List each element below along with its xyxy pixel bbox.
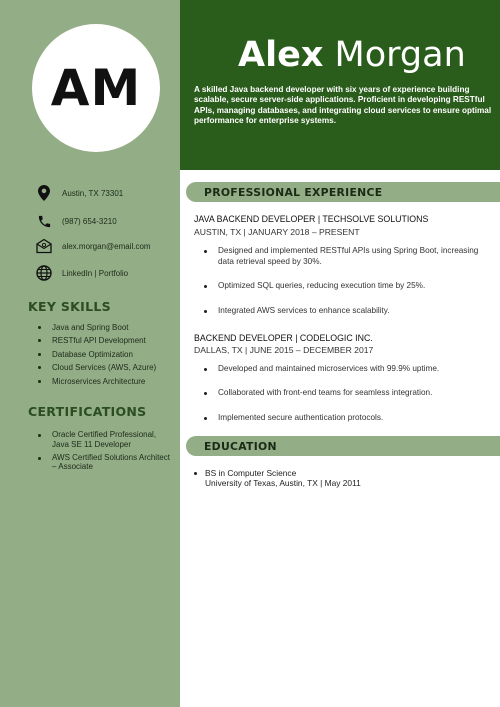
- job-title-2: BACKEND DEVELOPER | CODELOGIC INC.: [194, 333, 373, 343]
- education-entry: [194, 468, 361, 489]
- location-text: Austin, TX 73301: [62, 188, 124, 198]
- bullet-text: Optimized SQL queries, reducing execution time by 25%.: [218, 281, 426, 290]
- degree-text: BS in Computer Science: [205, 468, 297, 478]
- skill-item: RESTful API Development: [38, 334, 156, 347]
- links-text[interactable]: LinkedIn | Portfolio: [62, 268, 129, 278]
- contact-location: [36, 185, 124, 201]
- skill-item: Microservices Architecture: [38, 375, 156, 388]
- experience-heading: PROFESSIONAL EXPERIENCE: [204, 186, 383, 199]
- skill-item: Cloud Services (AWS, Azure): [38, 361, 156, 374]
- bullet-text: Developed and maintained microservices with 99.9% uptime.: [218, 364, 440, 373]
- education-section-bar: [186, 436, 500, 456]
- experience-section-bar: [186, 182, 500, 202]
- location-pin-icon: [36, 185, 52, 201]
- key-skills-heading: KEY SKILLS: [28, 299, 111, 314]
- bullet-text: Integrated AWS services to enhance scalability.: [218, 306, 390, 315]
- avatar: [32, 24, 160, 152]
- certifications-heading: CERTIFICATIONS: [28, 404, 147, 419]
- last-name: Morgan: [334, 35, 466, 75]
- job-2-bullet: [204, 388, 494, 399]
- certification-item: AWS Certified Solutions Architect – Associate: [38, 453, 174, 473]
- job-subtitle-2: DALLAS, TX | JUNE 2015 – DECEMBER 2017: [194, 345, 374, 355]
- envelope-at-icon: [36, 238, 52, 254]
- job-subtitle-1: AUSTIN, TX | JANUARY 2018 – PRESENT: [194, 227, 360, 237]
- globe-icon: [36, 265, 52, 281]
- contact-links: [36, 265, 129, 281]
- phone-text[interactable]: (987) 654-3210: [62, 216, 117, 226]
- bullet-text: Collaborated with front-end teams for seamless integration.: [218, 388, 433, 397]
- email-text[interactable]: alex.morgan@email.com: [62, 241, 151, 251]
- certification-item: Oracle Certified Professional, Java SE 11 Developer: [38, 430, 174, 450]
- job-2-bullet: [204, 413, 494, 424]
- job-1-bullet: [204, 281, 494, 292]
- candidate-name: [238, 35, 466, 75]
- key-skills-list: [38, 321, 156, 388]
- job-1-bullet: [204, 306, 494, 317]
- profile-summary: A skilled Java backend developer with six years of experience building scalable, secure server-side applications. Proficient in developing RESTful APIs, managing databases, and integrating cloud services to ensure optimal performance for enterprise systems.: [194, 85, 492, 126]
- bullet-text: Implemented secure authentication protocols.: [218, 413, 384, 422]
- phone-icon: [36, 213, 52, 229]
- avatar-initials: AM: [50, 59, 142, 117]
- job-title-1: JAVA BACKEND DEVELOPER | TECHSOLVE SOLUTIONS: [194, 214, 429, 224]
- skill-item: Java and Spring Boot: [38, 321, 156, 334]
- first-name: Alex: [238, 35, 324, 75]
- school-text: University of Texas, Austin, TX | May 2011: [205, 478, 361, 489]
- job-1-bullet: [204, 246, 494, 267]
- job-2-bullet: [204, 364, 494, 375]
- certifications-list: [38, 430, 174, 475]
- skill-item: Database Optimization: [38, 348, 156, 361]
- education-heading: EDUCATION: [204, 440, 277, 453]
- contact-phone: [36, 213, 117, 229]
- contact-email: [36, 238, 151, 254]
- bullet-text: Designed and implemented RESTful APIs using Spring Boot, increasing data retrieval speed by 30%.: [218, 246, 479, 266]
